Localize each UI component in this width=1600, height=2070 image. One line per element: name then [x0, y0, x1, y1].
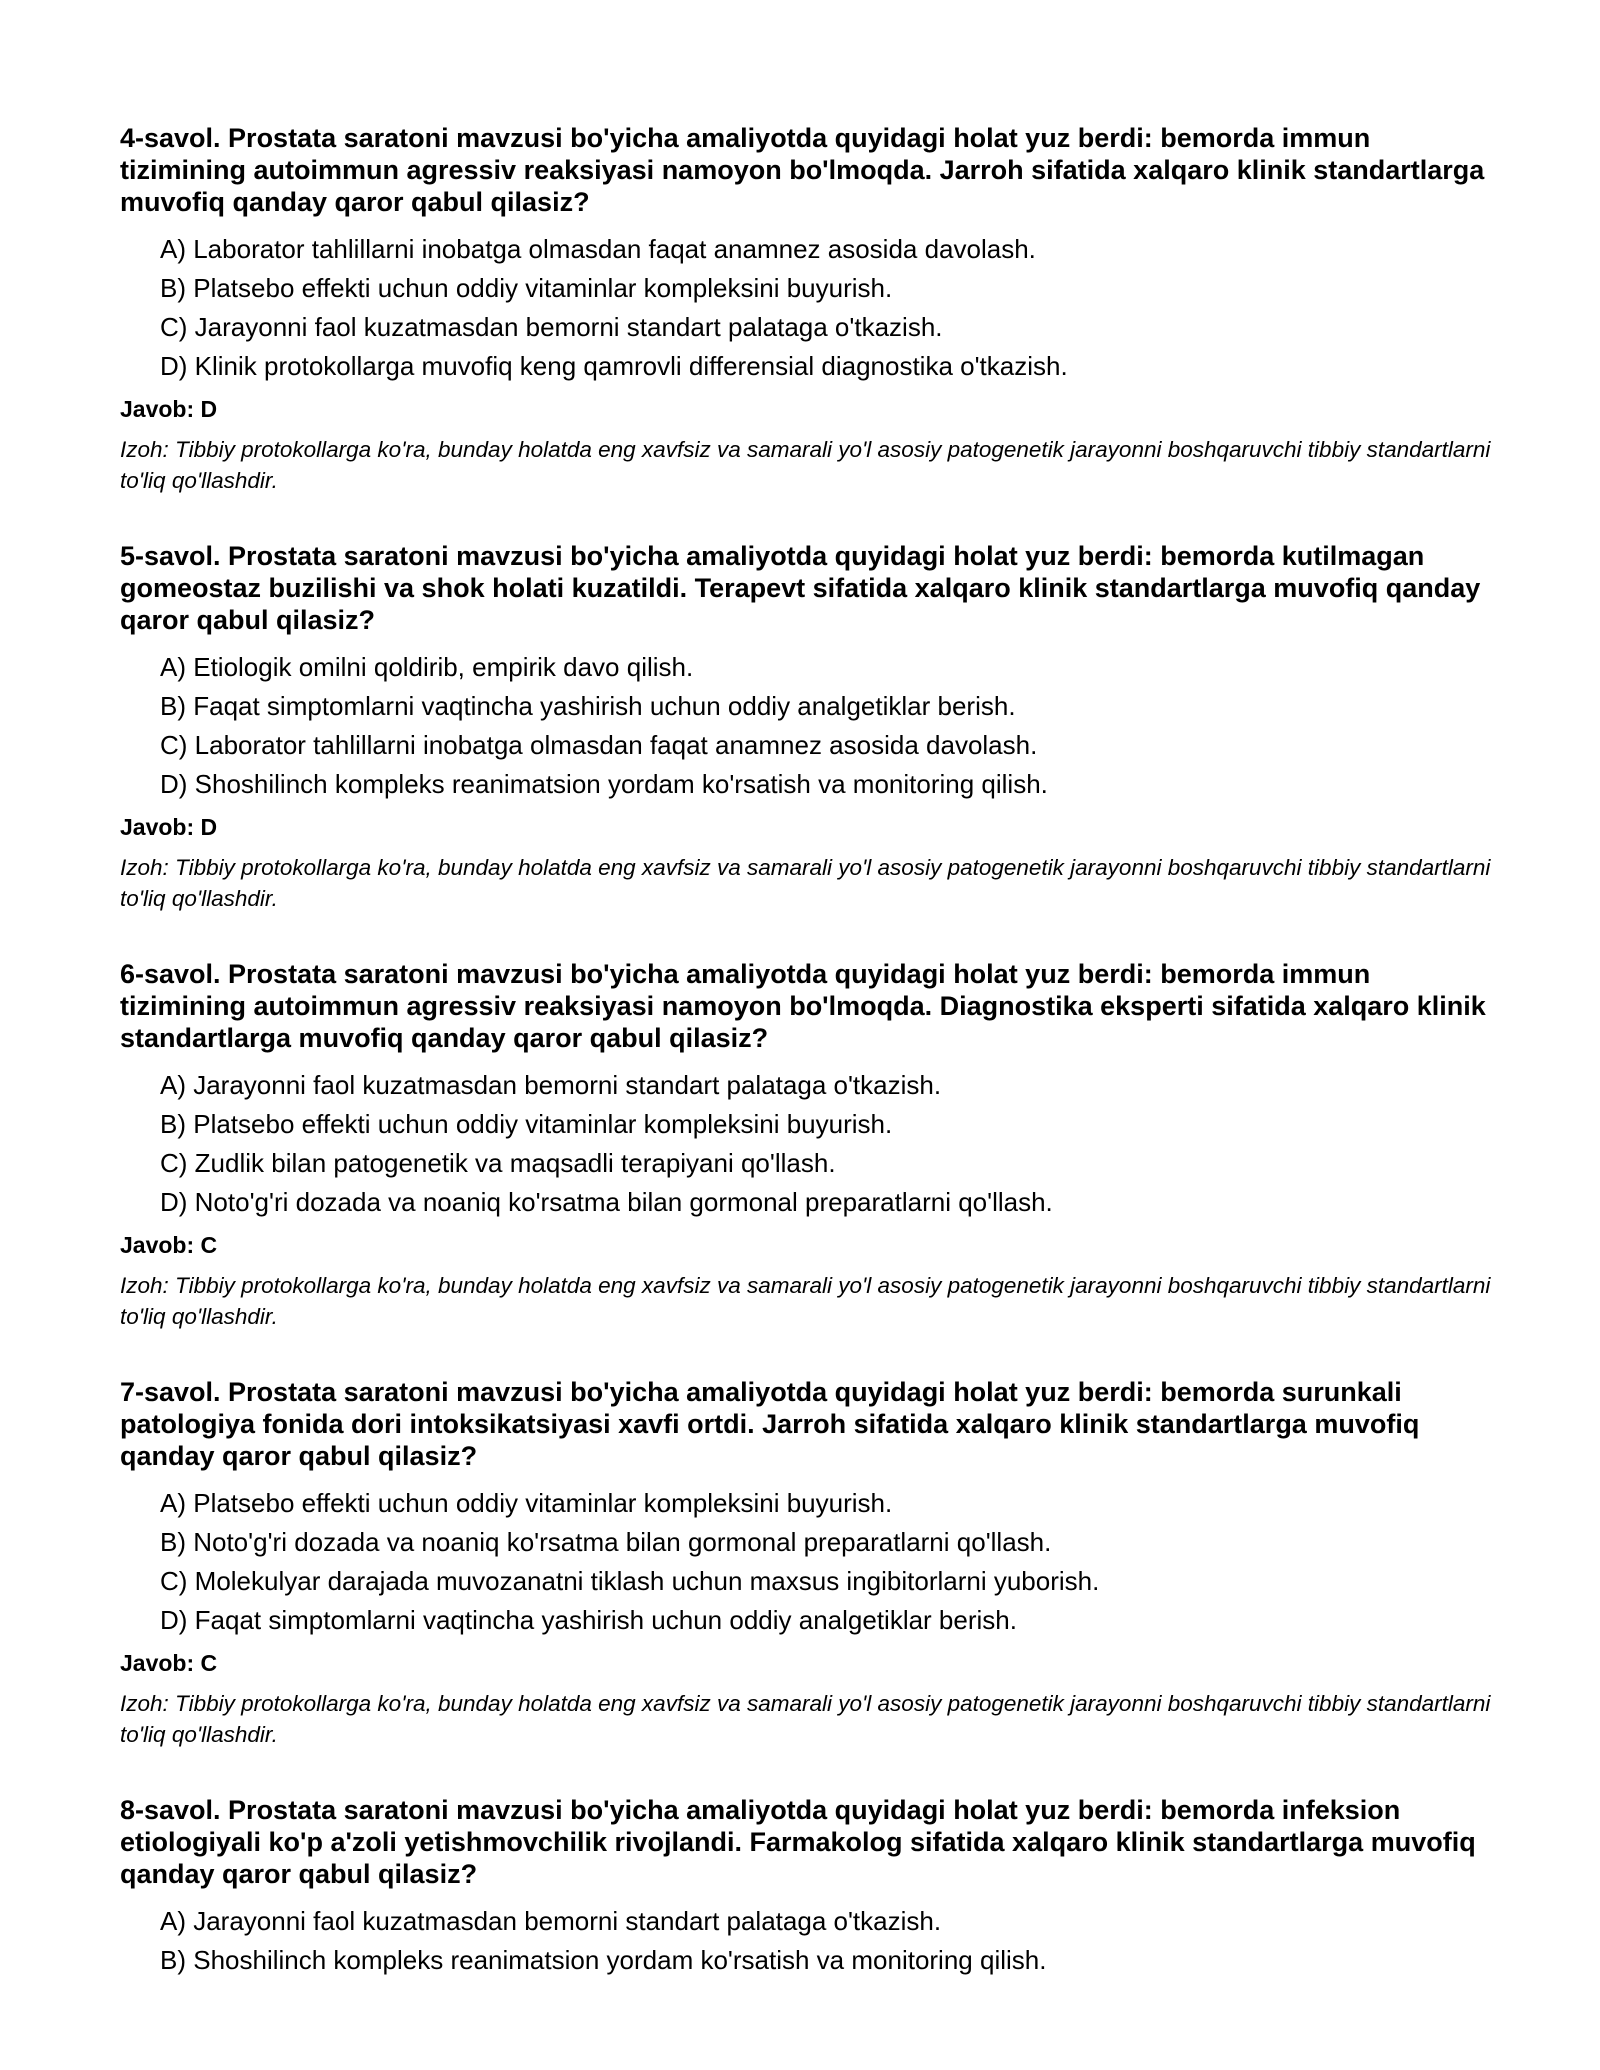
option-b: B) Platsebo effekti uchun oddiy vitaminlar kompleksini buyurish. [160, 273, 893, 303]
question-block [120, 958, 1500, 1332]
option-list [120, 1066, 1500, 1222]
option-c: C) Jarayonni faol kuzatmasdan bemorni standart palataga o'tkazish. [160, 312, 943, 342]
option-d: D) Klinik protokollarga muvofiq keng qamrovli differensial diagnostika o'tkazish. [160, 351, 1068, 381]
option-d: D) Noto'g'ri dozada va noaniq ko'rsatma bilan gormonal preparatlarni qo'llash. [160, 1187, 1053, 1217]
answer-label: Javob: C [120, 1232, 218, 1258]
question-block [120, 1794, 1500, 1980]
question-block [120, 1376, 1500, 1750]
option-c: C) Zudlik bilan patogenetik va maqsadli terapiyani qo'llash. [160, 1148, 836, 1178]
option-list [120, 1902, 1500, 1980]
question-block [120, 540, 1500, 914]
option-b: B) Shoshilinch kompleks reanimatsion yordam ko'rsatish va monitoring qilish. [160, 1945, 1047, 1975]
answer-label: Javob: D [120, 396, 218, 422]
question-text: 7-savol. Prostata saratoni mavzusi bo'yicha amaliyotda quyidagi holat yuz berdi: bemorda surunkali patologiya fonida dori intoksikatsiyasi xavfi ortdi. Jarroh sifatida xalqaro klinik standartlarga muvofiq qanday qaror qabul qilasiz? [120, 1377, 1420, 1471]
option-b: B) Noto'g'ri dozada va noaniq ko'rsatma bilan gormonal preparatlarni qo'llash. [160, 1527, 1052, 1557]
option-a: A) Platsebo effekti uchun oddiy vitaminlar kompleksini buyurish. [160, 1488, 893, 1518]
option-a: A) Etiologik omilni qoldirib, empirik davo qilish. [160, 652, 694, 682]
option-b: B) Faqat simptomlarni vaqtincha yashirish uchun oddiy analgetiklar berish. [160, 691, 1016, 721]
document-page [120, 122, 1500, 2024]
option-list [120, 230, 1500, 386]
option-c: C) Molekulyar darajada muvozanatni tiklash uchun maxsus ingibitorlarni yuborish. [160, 1566, 1100, 1596]
question-text: 6-savol. Prostata saratoni mavzusi bo'yicha amaliyotda quyidagi holat yuz berdi: bemorda immun tizimining autoimmun agressiv reaksiyasi namoyon bo'lmoqda. Diagnostika eksperti sifatida xalqaro klinik standartlarga muvofiq qanday qaror qabul qilasiz? [120, 959, 1486, 1053]
option-list [120, 1484, 1500, 1640]
question-text: 4-savol. Prostata saratoni mavzusi bo'yicha amaliyotda quyidagi holat yuz berdi: bemorda immun tizimining autoimmun agressiv reaksiyasi namoyon bo'lmoqda. Jarroh sifatida xalqaro klinik standartlarga muvofiq qanday qaror qabul qilasiz? [120, 123, 1485, 217]
question-text: 5-savol. Prostata saratoni mavzusi bo'yicha amaliyotda quyidagi holat yuz berdi: bemorda kutilmagan gomeostaz buzilishi va shok holati kuzatildi. Terapevt sifatida xalqaro klinik standartlarga muvofiq qanday qaror qabul qilasiz? [120, 541, 1481, 635]
question-text: 8-savol. Prostata saratoni mavzusi bo'yicha amaliyotda quyidagi holat yuz berdi: bemorda infeksion etiologiyali ko'p a'zoli yetishmovchilik rivojlandi. Farmakolog sifatida xalqaro klinik standartlarga muvofiq qanday qaror qabul qilasiz? [120, 1795, 1476, 1889]
option-a: A) Jarayonni faol kuzatmasdan bemorni standart palataga o'tkazish. [160, 1070, 942, 1100]
option-b: B) Platsebo effekti uchun oddiy vitaminlar kompleksini buyurish. [160, 1109, 893, 1139]
option-c: C) Laborator tahlillarni inobatga olmasdan faqat anamnez asosida davolash. [160, 730, 1038, 760]
explanation-note: Izoh: Tibbiy protokollarga ko'ra, bunday holatda eng xavfsiz va samarali yo'l asosiy patogenetik jarayonni boshqaruvchi tibbiy standartlarni to'liq qo'llashdir. [120, 1691, 1491, 1747]
option-a: A) Jarayonni faol kuzatmasdan bemorni standart palataga o'tkazish. [160, 1906, 942, 1936]
answer-label: Javob: D [120, 814, 218, 840]
answer-label: Javob: C [120, 1650, 218, 1676]
explanation-note: Izoh: Tibbiy protokollarga ko'ra, bunday holatda eng xavfsiz va samarali yo'l asosiy patogenetik jarayonni boshqaruvchi tibbiy standartlarni to'liq qo'llashdir. [120, 437, 1491, 493]
explanation-note: Izoh: Tibbiy protokollarga ko'ra, bunday holatda eng xavfsiz va samarali yo'l asosiy patogenetik jarayonni boshqaruvchi tibbiy standartlarni to'liq qo'llashdir. [120, 855, 1491, 911]
option-a: A) Laborator tahlillarni inobatga olmasdan faqat anamnez asosida davolash. [160, 234, 1036, 264]
option-list [120, 648, 1500, 804]
explanation-note: Izoh: Tibbiy protokollarga ko'ra, bunday holatda eng xavfsiz va samarali yo'l asosiy patogenetik jarayonni boshqaruvchi tibbiy standartlarni to'liq qo'llashdir. [120, 1273, 1491, 1329]
option-d: D) Shoshilinch kompleks reanimatsion yordam ko'rsatish va monitoring qilish. [160, 769, 1048, 799]
option-d: D) Faqat simptomlarni vaqtincha yashirish uchun oddiy analgetiklar berish. [160, 1605, 1017, 1635]
question-block [120, 122, 1500, 496]
